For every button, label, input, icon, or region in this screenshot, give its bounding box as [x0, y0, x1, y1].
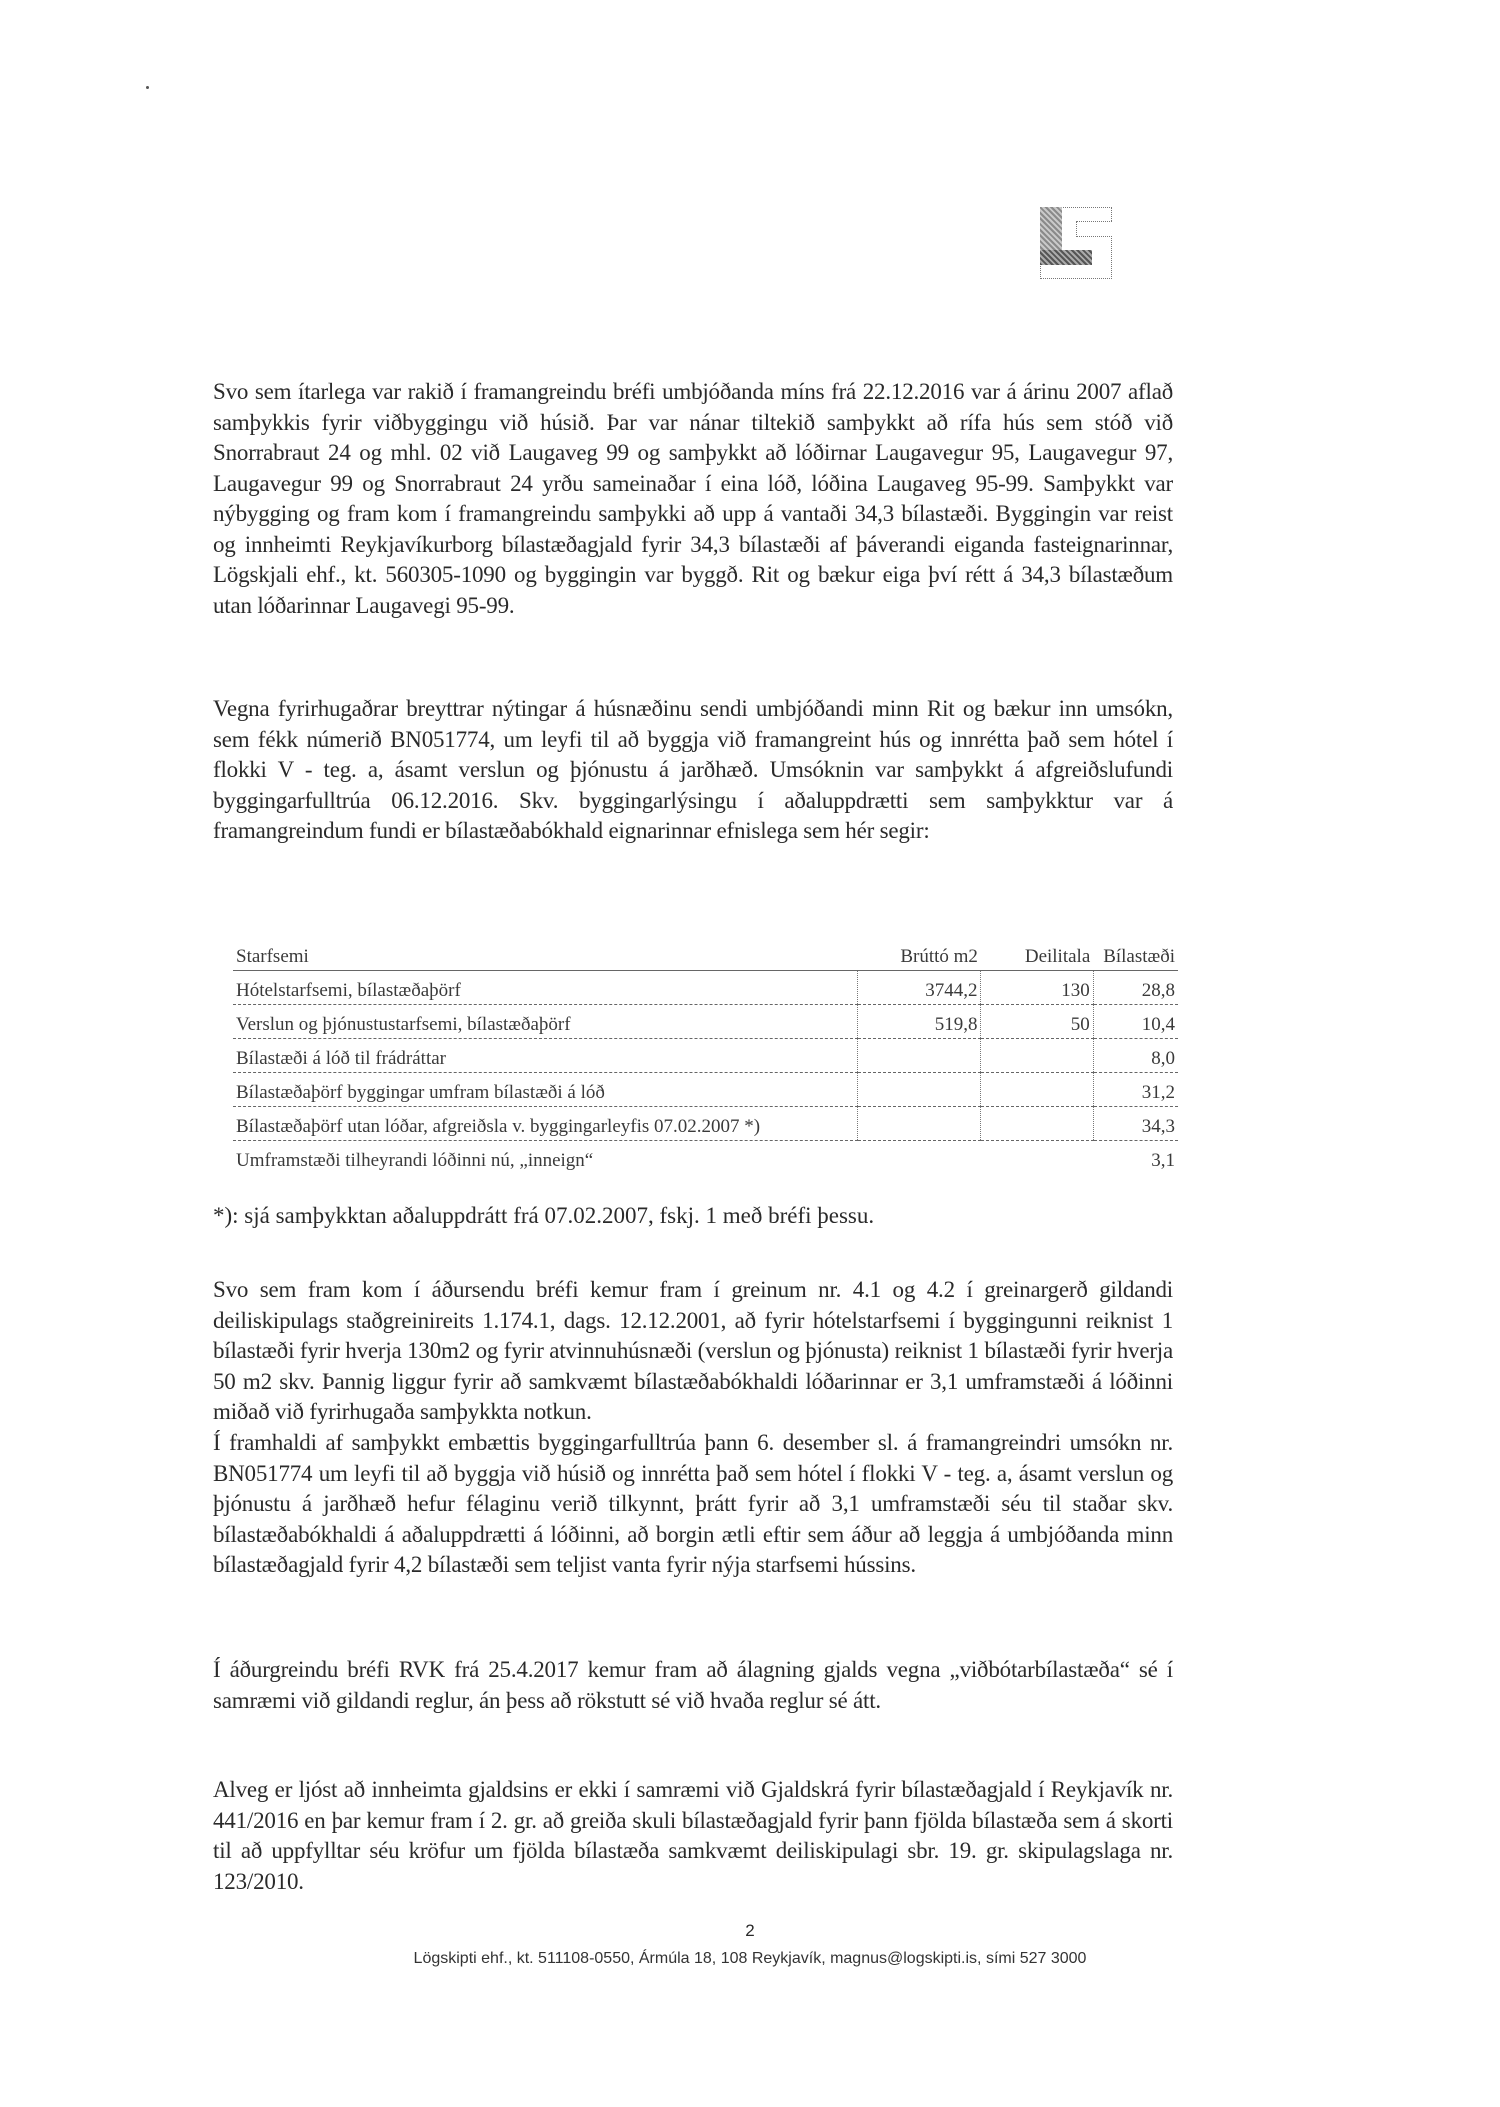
row-label: Bílastæði á lóð til frádráttar	[233, 1039, 858, 1073]
paragraph-fee-schedule	[213, 1775, 1173, 1897]
row-deilitala: 50	[981, 1005, 1093, 1039]
paragraph-text: Svo sem ítarlega var rakið í framangreindu bréfi umbjóðanda míns frá 22.12.2016 var á árinu 2007 aflað samþykkis fyrir viðbyggingu við húsið. Þar var nánar tiltekið samþykkt að rífa hús sem stóð við Snorrabraut 24 og mhl. 02 við Laugaveg 99 og samþykkt að lóðirnar Laugavegur 95, Laugavegur 97, Laugavegur 99 og Snorrabraut 24 yrðu sameinaðar í eina lóð, lóðina Laugaveg 95-99. Samþykkt var nýbygging og fram kom í framangreindu samþykki að upp á vantaði 34,3 bílastæði. Byggingin var reist og innheimti Reykjavíkurborg bílastæðagjald fyrir 34,3 bílastæði af þáverandi eiganda fasteignarinnar, Lögskjali ehf., kt. 560305-1090 og byggingin var byggð. Rit og bækur eiga því rétt á 34,3 bílastæðum utan lóðarinnar Laugavegi 95-99.	[213, 379, 1173, 618]
table-row	[233, 1005, 1178, 1039]
row-bilastaedi: 8,0	[1093, 1039, 1178, 1073]
table-header-row	[233, 937, 1178, 971]
row-m2: 519,8	[858, 1005, 981, 1039]
table-row	[233, 1141, 1178, 1175]
row-bilastaedi: 28,8	[1093, 971, 1178, 1005]
table-row	[233, 1073, 1178, 1107]
paragraph-approval-history	[213, 377, 1173, 621]
table-footnote: *): sjá samþykktan aðaluppdrátt frá 07.02.2007, fskj. 1 með bréfi þessu.	[213, 1203, 875, 1228]
row-label: Verslun og þjónustustarfsemi, bílastæðaþörf	[233, 1005, 858, 1039]
paragraph-text: Vegna fyrirhugaðrar breyttrar nýtingar á húsnæðinu sendi umbjóðandi minn Rit og bækur inn umsókn, sem fékk númerið BN051774, um leyfi til að byggja við framangreint hús og innrétta það sem hótel í flokki V - teg. a, ásamt verslun og þjónustu á jarðhæð. Umsóknin var samþykkt á afgreiðslufundi byggingarfulltrúa 06.12.2016. Skv. byggingarlýsingu í aðaluppdrætti sem samþykktur var á framangreindum fundi er bílastæðabókhald eignarinnar efnislega sem hér segir:	[213, 696, 1173, 843]
row-label: Bílastæðaþörf byggingar umfram bílastæði á lóð	[233, 1073, 858, 1107]
row-bilastaedi: 10,4	[1093, 1005, 1178, 1039]
row-label: Umframstæði tilheyrandi lóðinni nú, „inneign“	[236, 1150, 594, 1171]
row-label: Hótelstarfsemi, bílastæðaþörf	[233, 971, 858, 1005]
row-m2: 3744,2	[858, 971, 981, 1005]
header-brutto-m2: Brúttó m2	[858, 937, 981, 971]
paragraph-rvk-letter	[213, 1655, 1173, 1716]
paragraph-application	[213, 694, 1173, 847]
table-row	[233, 971, 1178, 1005]
law-firm-logo-icon	[1040, 207, 1112, 279]
row-m2	[858, 1141, 981, 1175]
paragraph-text: Alveg er ljóst að innheimta gjaldsins er ekki í samræmi við Gjaldskrá fyrir bílastæðagjald í Reykjavík nr. 441/2016 en þar kemur fram í 2. gr. að greiða skuli bílastæðagjald fyrir þann fjölda bílastæða sem á skorti til að uppfylltar séu kröfur um fjölda bílastæða samkvæmt deiliskipulagi sbr. 19. gr. skipulagslaga nr. 123/2010.	[213, 1777, 1173, 1894]
paragraph-city-fee-notice	[213, 1428, 1173, 1581]
row-bilastaedi: 34,3	[1093, 1107, 1178, 1141]
paragraph-text: Í áðurgreindu bréfi RVK frá 25.4.2017 kemur fram að álagning gjalds vegna „viðbótarbílastæða“ sé í samræmi við gildandi reglur, án þess að rökstutt sé við hvaða reglur sé átt.	[213, 1657, 1173, 1713]
row-deilitala: 130	[981, 971, 1093, 1005]
row-deilitala	[981, 1141, 1093, 1175]
table-row	[233, 1039, 1178, 1073]
row-deilitala	[981, 1107, 1093, 1141]
row-m2	[858, 1107, 981, 1141]
page-number: 2	[745, 1921, 755, 1940]
paragraph-zoning-rules	[213, 1275, 1173, 1428]
header-starfsemi: Starfsemi	[233, 937, 858, 971]
row-bilastaedi: 31,2	[1093, 1073, 1178, 1107]
row-m2	[858, 1073, 981, 1107]
paragraph-text: Svo sem fram kom í áðursendu bréfi kemur fram í greinum nr. 4.1 og 4.2 í greinargerð gildandi deiliskipulags staðgreinireits 1.174.1, dags. 12.12.2001, að fyrir hótelstarfsemi í byggingunni reiknist 1 bílastæði fyrir hverja 130m2 og fyrir atvinnuhúsnæði (verslun og þjónusta) reiknist 1 bílastæði fyrir hverja 50 m2 skv. Þannig liggur fyrir að samkvæmt bílastæðabókhaldi lóðarinnar er 3,1 umframstæði á lóðinni miðað við fyrirhugaða samþykkta notkun.	[213, 1277, 1173, 1424]
header-deilitala: Deilitala	[981, 937, 1093, 971]
table-row	[233, 1107, 1178, 1141]
row-bilastaedi: 3,1	[1151, 1150, 1175, 1171]
row-m2	[858, 1039, 981, 1073]
row-deilitala	[981, 1039, 1093, 1073]
paragraph-text: Í framhaldi af samþykkt embættis byggingarfulltrúa þann 6. desember sl. á framangreindri umsókn nr. BN051774 um leyfi til að byggja við húsið og innrétta það sem hótel í flokki V - teg. a, ásamt verslun og þjónustu á jarðhæð hefur félaginu verið tilkynnt, þrátt fyrir að 3,1 umframstæði séu til staðar skv. bílastæðabókhaldi á aðaluppdrætti á lóðinni, að borgin ætli eftir sem áður að leggja á umbjóðanda minn bílastæðagjald fyrir 4,2 bílastæði sem teljist vanta fyrir nýja starfsemi hússins.	[213, 1430, 1173, 1577]
header-bilastaedi: Bílastæði	[1093, 937, 1178, 971]
letterhead-footer: Lögskipti ehf., kt. 511108-0550, Ármúla 18, 108 Reykjavík, magnus@logskipti.is, sími 527 3000	[413, 1950, 1087, 1967]
scan-speck	[146, 86, 149, 89]
row-deilitala	[981, 1073, 1093, 1107]
parking-accounting-table	[233, 937, 1178, 1174]
row-label: Bílastæðaþörf utan lóðar, afgreiðsla v. byggingarleyfis 07.02.2007 *)	[233, 1107, 858, 1141]
